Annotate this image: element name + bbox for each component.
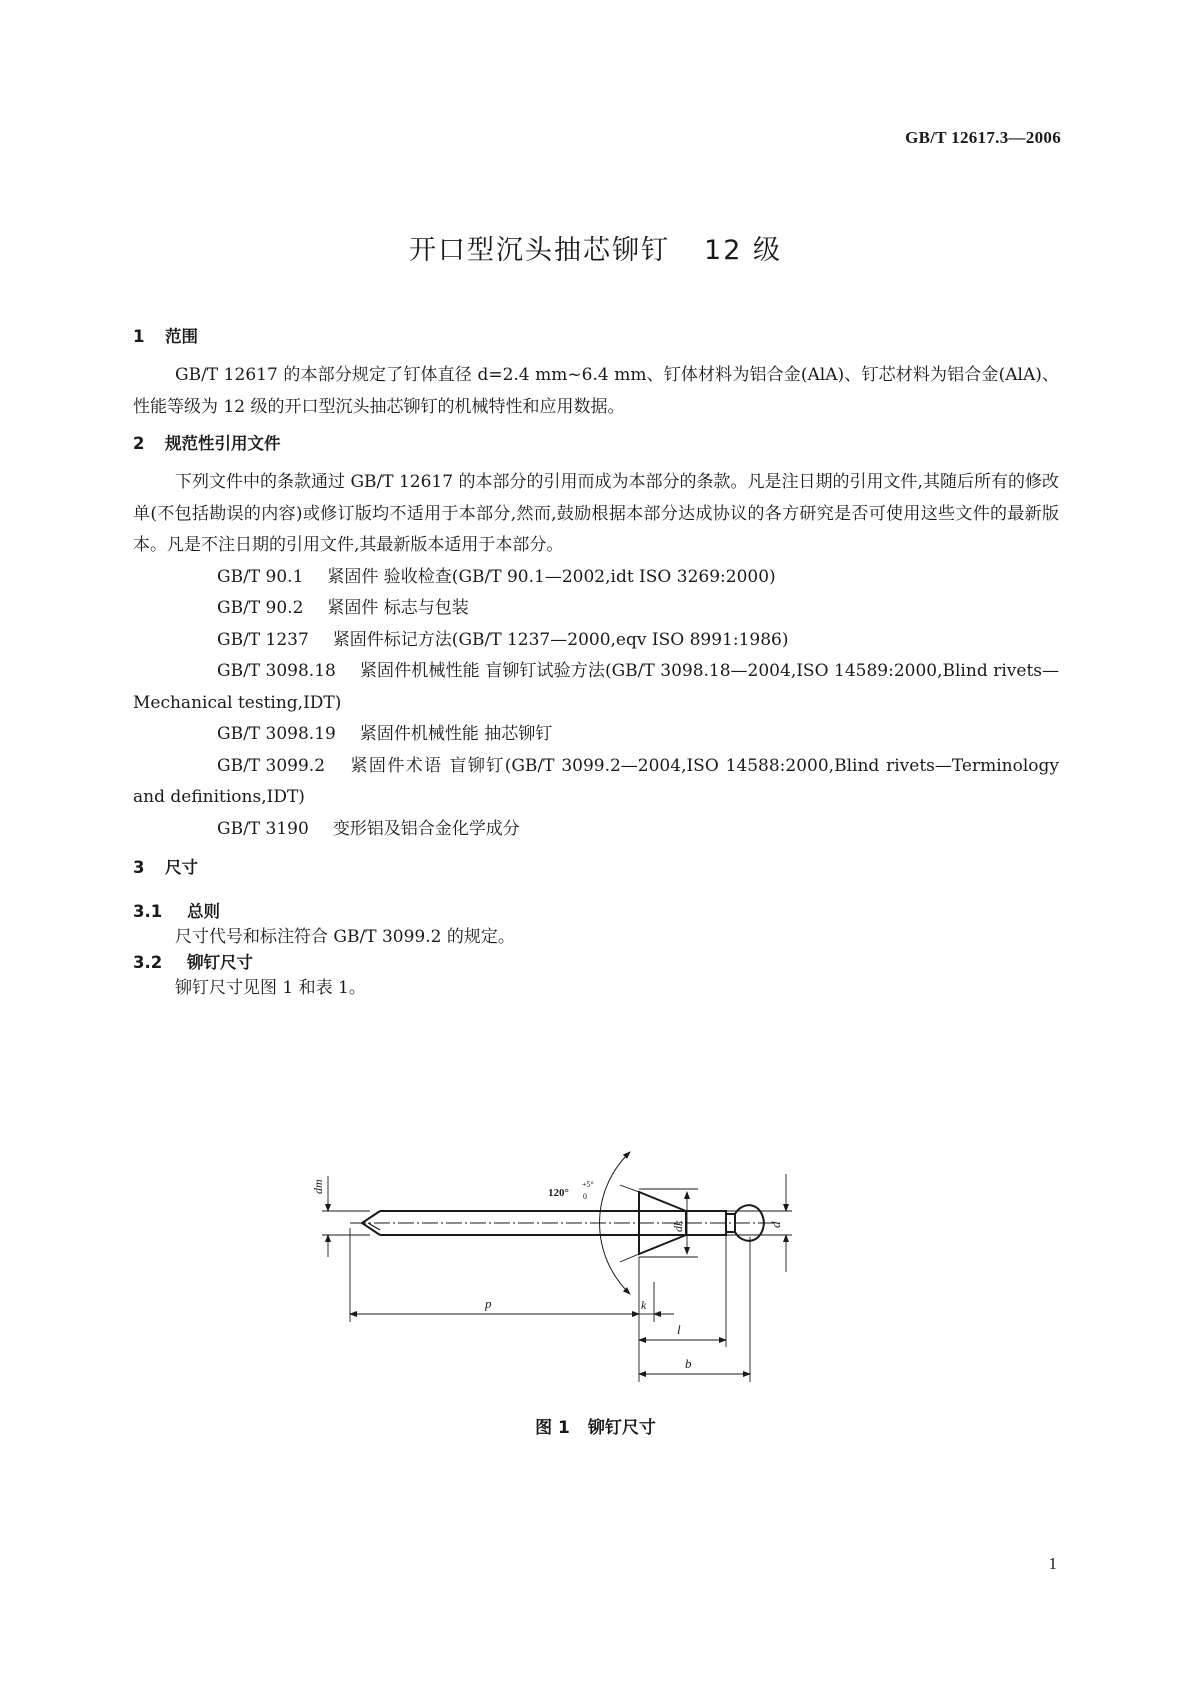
b-label: b [685,1356,692,1371]
section-number: 2 [133,434,145,453]
reference-text: 紧固件机械性能 盲铆钉试验方法(GB/T 3098.18—2004,ISO 14589:2000,Blind rivets—Mechanical testing,IDT) [133,661,1059,713]
reference-item [133,656,1059,719]
p-label: p [485,1296,492,1311]
reference-code: GB/T 90.2 [217,598,304,618]
dm-label: dm [311,1179,325,1194]
document-body [133,326,1059,1003]
title-grade: 12 级 [704,235,782,266]
section-number: 3 [133,858,145,877]
d-label: d [768,1221,783,1228]
l-label: l [677,1322,681,1337]
reference-item [133,562,1059,594]
reference-code: GB/T 3190 [217,818,309,839]
subsection-3-1-heading [133,901,1059,923]
section-2-heading [133,433,1059,455]
normative-references-paragraph: 下列文件中的条款通过 GB/T 12617 的本部分的引用而成为本部分的条款。凡是注日期的引用文件,其随后所有的修改单(不包括勘误的内容)或修订版均不适用于本部分,然而,鼓励根据本部分达成协议的各方研究是否可使用这些文件的最新版本。凡是不注日期的引用文件,其最新版本适用于本部分。 [133,472,1059,555]
figure-title: 铆钉尺寸 [587,1418,656,1438]
reference-code: GB/T 3099.2 [217,755,326,776]
page-number: 1 [1048,1554,1057,1573]
scope-paragraph: GB/T 12617 的本部分规定了钉体直径 d=2.4 mm~6.4 mm、钉体材料为铝合金(AlA)、钉芯材料为铝合金(AlA)、性能等级为 12 级的开口型沉头抽芯铆钉的机械特性和应用数据。 [133,365,1059,417]
angle-tolerance-lower: 0 [583,1192,587,1201]
section-number: 1 [133,327,145,346]
rivet-dimensions-paragraph: 铆钉尺寸见图 1 和表 1。 [175,978,366,998]
k-label: k [641,1298,647,1312]
reference-text: 紧固件机械性能 抽芯铆钉 [359,724,553,744]
reference-text: 紧固件术语 盲铆钉(GB/T 3099.2—2004,ISO 14588:2000,Blind rivets—Terminology and definitions,IDT) [133,755,1059,807]
dk-label: dk [671,1220,685,1232]
general-paragraph: 尺寸代号和标注符合 GB/T 3099.2 的规定。 [175,927,515,947]
rivet-drawing [311,1132,870,1392]
section-title: 尺寸 [165,858,198,877]
reference-code: GB/T 3098.19 [217,724,336,744]
reference-text: 变形铝及铝合金化学成分 [332,818,520,839]
subsection-title: 总则 [187,902,220,921]
reference-code: GB/T 90.1 [217,566,304,587]
reference-item [133,751,1059,814]
angle-tolerance-upper: +5° [582,1180,594,1189]
figure-number: 图 1 [535,1418,570,1438]
reference-code: GB/T 1237 [217,629,309,650]
section-title: 范围 [165,327,198,346]
subsection-number: 3.2 [133,953,163,972]
reference-item [133,625,1059,657]
subsection-number: 3.1 [133,902,163,921]
dimension-lines [322,1174,792,1382]
reference-text: 紧固件 标志与包装 [327,598,469,618]
reference-code: GB/T 3098.18 [217,661,336,681]
section-1-heading [133,326,1059,348]
reference-item [133,719,1059,751]
title-main: 开口型沉头抽芯铆钉 [409,235,671,266]
reference-item [133,593,1059,625]
subsection-3-2-heading [133,952,1059,974]
section-3-heading [133,857,1059,879]
figure-caption [0,1413,1191,1438]
subsection-title: 铆钉尺寸 [187,953,253,972]
reference-text: 紧固件标记方法(GB/T 1237—2000,eqv ISO 8991:1986) [332,629,789,650]
rivet-figure [311,1132,870,1392]
document-title [0,228,1191,267]
angle-label: 120° [548,1187,569,1199]
reference-text: 紧固件 验收检查(GB/T 90.1—2002,idt ISO 3269:2000) [327,566,776,587]
standard-code: GB/T 12617.3—2006 [905,128,1061,147]
section-title: 规范性引用文件 [165,434,281,453]
reference-item [133,814,1059,846]
